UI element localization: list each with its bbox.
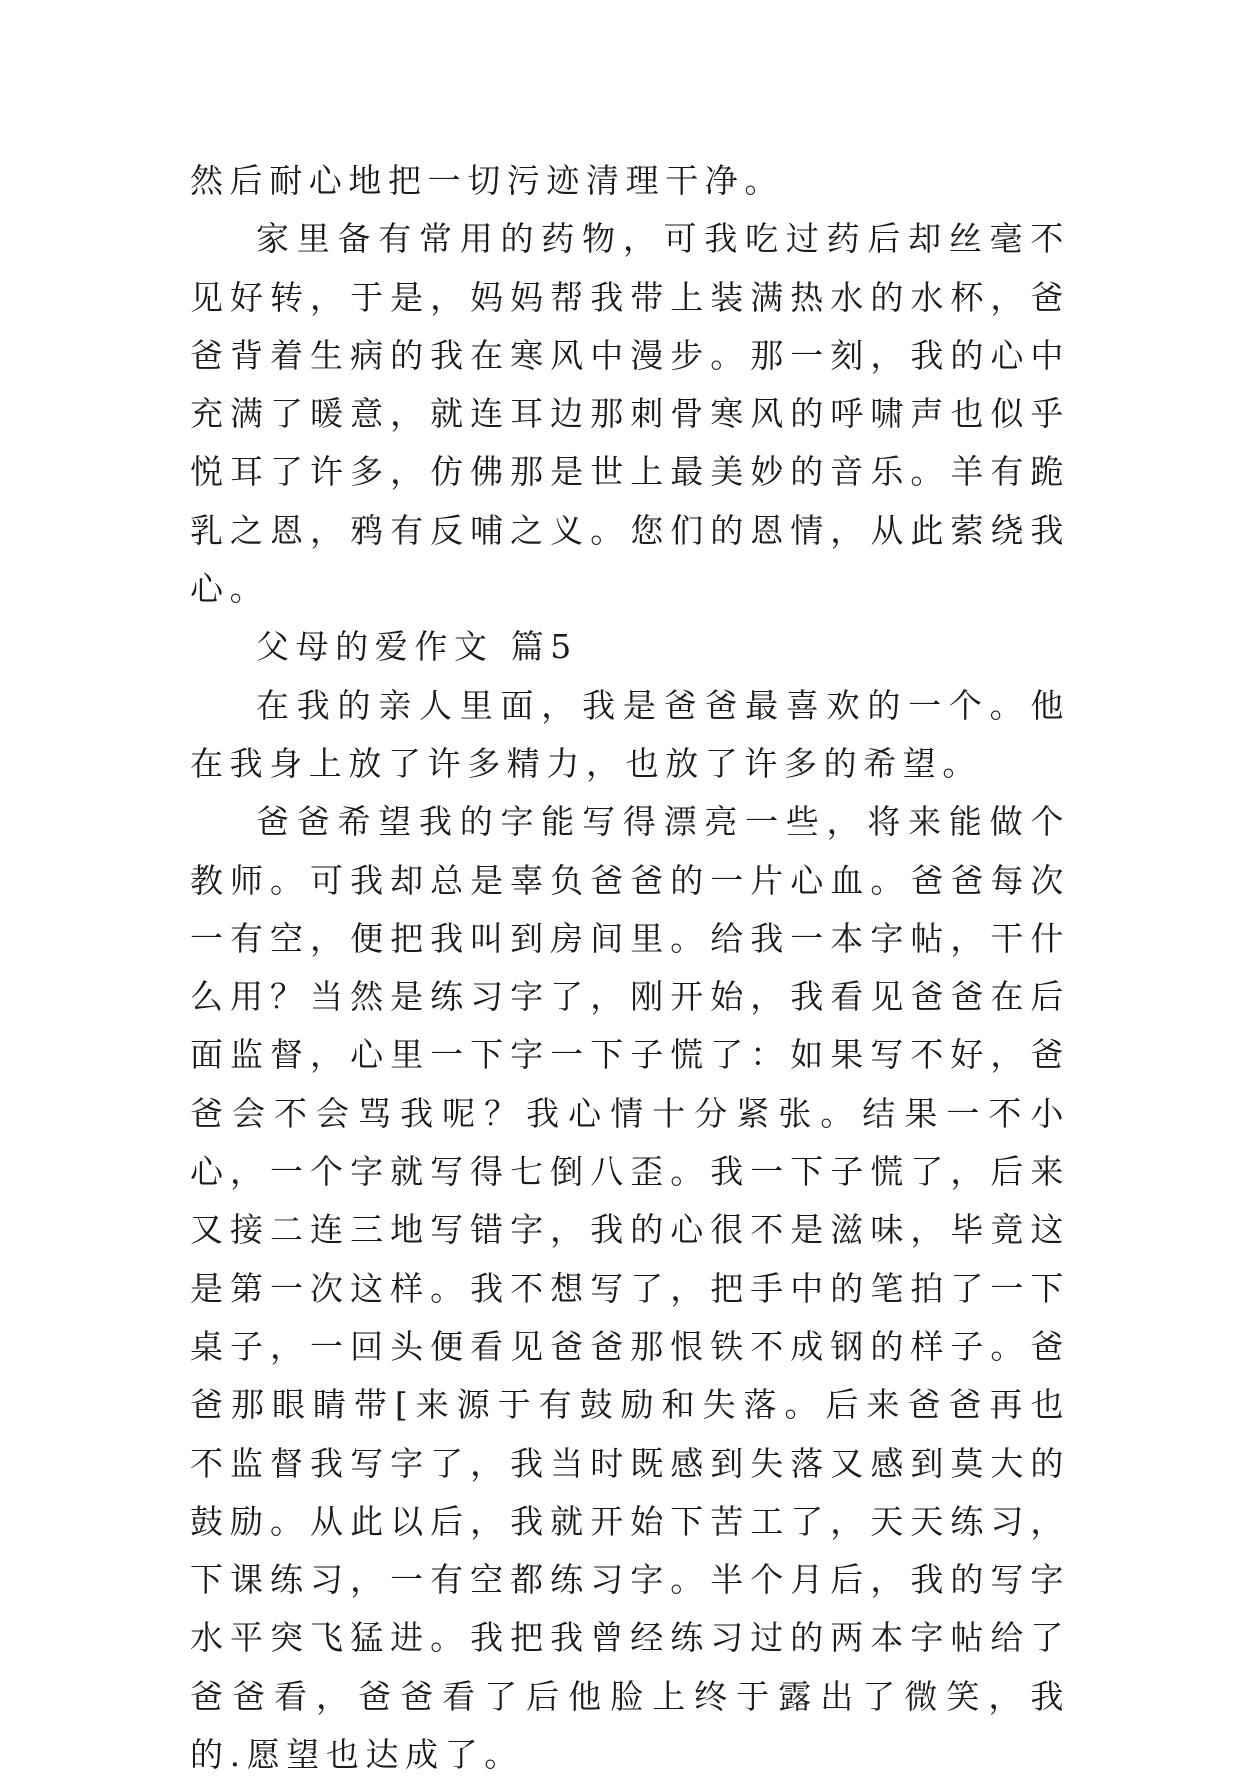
paragraph-3: 在我的亲人里面，我是爸爸最喜欢的一个。他在我身上放了许多精力，也放了许多的希望。 bbox=[190, 685, 1070, 783]
section-heading: 父母的爱作文 篇5 bbox=[256, 627, 578, 667]
document-body bbox=[190, 152, 1070, 1784]
paragraph-4: 爸爸希望我的字能写得漂亮一些，将来能做个教师。可我却总是辜负爸爸的一片心血。爸爸每次一有空，便把我叫到房间里。给我一本字帖，干什么用？当然是练习字了，刚开始，我看见爸爸在后面监督，心里一下字一下子慌了：如果写不好，爸爸会不会骂我呢？我心情十分紧张。结果一不小心，一个字就写得七倒八歪。我一下子慌了，后来又接二连三地写错字，我的心很不是滋味，毕竟这是第一次这样。我不想写了，把手中的笔拍了一下桌子，一回头便看见爸爸那恨铁不成钢的样子。爸爸那眼睛带[来源于有鼓励和失落。后来爸爸再也不监督我写字了，我当时既感到失落又感到莫大的鼓励。从此以后，我就开始下苦工了，天天练习，下课练习，一有空都练习字。半个月后，我的写字水平突飞猛进。我把我曾经练习过的两本字帖给了爸爸看，爸爸看了后他脸上终于露出了微笑，我的.愿望也达成了。 bbox=[190, 802, 1070, 1775]
paragraph-2: 家里备有常用的药物，可我吃过药后却丝毫不见好转，于是，妈妈帮我带上装满热水的水杯，爸爸背着生病的我在寒风中漫步。那一刻，我的心中充满了暖意，就连耳边那刺骨寒风的呼啸声也似乎悦耳了许多，仿佛那是世上最美妙的音乐。羊有跪乳之恩，鸦有反哺之义。您们的恩情，从此萦绕我心。 bbox=[190, 219, 1070, 609]
paragraph-1: 然后耐心地把一切污迹清理干净。 bbox=[190, 161, 784, 200]
